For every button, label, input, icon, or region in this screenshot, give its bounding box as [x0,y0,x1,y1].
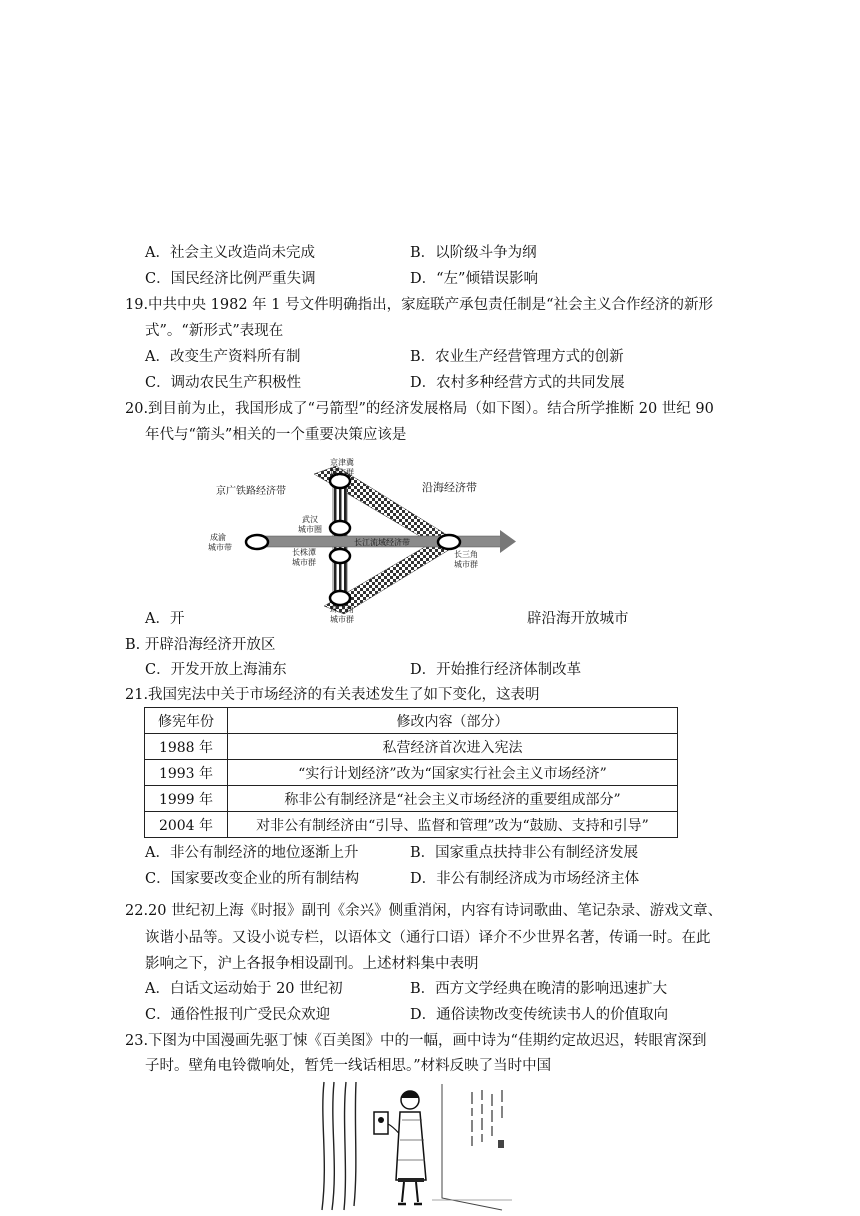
label-yangtze-delta-2: 城市群 [454,560,478,569]
q22-stem-line2: 诙谐小品等。又设小说专栏，以语体文（通行口语）译介不少世界名著，传诵一时。在此 [145,930,711,946]
q21-stem: 21.我国宪法中关于市场经济的有关表述发生了如下变化，这表明 [125,687,540,703]
table-cell-content: 私营经济首次进入宪法 [228,734,678,760]
node-changzhutan [330,549,350,563]
table-cell-year: 1988 年 [145,734,228,760]
q22-option-d: D．通俗读物改变传统读书人的价值取向 [410,1007,669,1023]
q20-option-c: C．开发开放上海浦东 [145,662,287,678]
q22-stem-line3: 影响之下，沪上各报争相设副刊。上述材料集中表明 [145,956,479,972]
telephone-comic-illustration [312,1080,512,1216]
label-chengyu-1: 成渝 [210,533,226,542]
q22-option-b: B．西方文学经典在晚清的影响迅速扩大 [410,981,668,997]
table-cell-content: 对非公有制经济由“引导、监督和管理”改为“鼓励、支持和引导” [228,812,678,838]
table-row [145,734,678,760]
table-row [145,812,678,838]
q20-option-d: D．开始推行经济体制改革 [410,662,582,678]
q19-option-c: C．调动农民生产积极性 [145,375,302,391]
q19-stem-line2: 式”。“新形式”表现在 [145,323,284,339]
label-pearl-delta-1: 珠三角 [330,605,354,614]
table-cell-content: 称非公有制经济是“社会主义市场经济的重要组成部分” [228,786,678,812]
table-header-year: 修宪年份 [145,708,228,734]
q19-option-d: D．农村多种经营方式的共同发展 [410,375,625,391]
label-yangtze-delta-1: 长三角 [454,550,478,559]
q23-stem-line2: 子时。壁角电铃微响处，暂凭一线话相思。”材料反映了当时中国 [145,1058,552,1074]
table-cell-year: 1993 年 [145,760,228,786]
node-yangtze-delta [438,535,460,549]
node-chengyu [246,535,268,549]
q18-option-a: A．社会主义改造尚未完成 [145,245,315,261]
label-wuhan-2: 城市圈 [298,525,322,534]
node-pearl-delta [330,591,350,605]
label-jingjinji-1: 京津冀 [330,458,354,467]
table-row [145,786,678,812]
q20-option-a-start: A．开 [145,611,185,627]
table-header-content: 修改内容（部分） [228,708,678,734]
bow-arrow-economic-diagram [204,456,524,626]
q21-option-a: A．非公有制经济的地位逐渐上升 [145,845,359,861]
node-wuhan [330,521,350,535]
constitution-amendment-table [144,707,678,838]
q18-option-c: C．国民经济比例严重失调 [145,271,316,287]
table-cell-year: 1999 年 [145,786,228,812]
woman-figure-icon [396,1091,426,1205]
q20-option-b: B. 开辟沿海经济开放区 [125,637,276,653]
q18-option-d: D．“左”倾错误影响 [410,271,538,287]
q22-option-a: A．白话文运动始于 20 世纪初 [145,981,343,997]
q18-option-b: B．以阶级斗争为纲 [410,245,537,261]
table-cell-year: 2004 年 [145,812,228,838]
q19-option-b: B．农业生产经营管理方式的创新 [410,349,624,365]
label-coastal: 沿海经济带 [422,481,477,494]
label-changzhutan-1: 长株潭 [292,548,316,557]
table-header-row [145,708,678,734]
label-chengyu-2: 城市带 [208,543,232,552]
label-pearl-delta-2: 城市群 [330,615,354,624]
q19-option-a: A．改变生产资料所有制 [145,349,301,365]
q21-option-c: C．国家要改变企业的所有制结构 [145,871,360,887]
label-wuhan-1: 武汉 [302,515,318,524]
table-row [145,760,678,786]
q20-stem-line1: 20.到目前为止，我国形成了“弓箭型”的经济发展格局（如下图）。结合所学推断 20 世纪 90 [125,401,714,417]
q20-option-a-end: 辟沿海开放城市 [527,611,629,627]
q22-option-c: C．通俗性报刊广受民众欢迎 [145,1007,331,1023]
label-changjiang: 长江流域经济带 [354,538,410,547]
q19-stem-line1: 19.中共中央 1982 年 1 号文件明确指出，家庭联产承包责任制是“社会主义合作经济的新形 [125,297,714,313]
label-changzhutan-2: 城市群 [292,558,316,567]
q21-option-b: B．国家重点扶持非公有制经济发展 [410,845,639,861]
label-jingguang: 京广铁路经济带 [216,486,286,497]
q20-stem-line2: 年代与“箭头”相关的一个重要决策应该是 [145,427,407,443]
label-jingjinji-2: 城市群 [330,468,354,477]
q23-stem-line1: 23.下图为中国漫画先驱丁悚《百美图》中的一幅，画中诗为“佳期约定故迟迟，转眼宵深到 [125,1033,707,1049]
q21-option-d: D．非公有制经济成为市场经济主体 [410,871,640,887]
table-cell-content: “实行计划经济”改为“国家实行社会主义市场经济” [228,760,678,786]
q22-stem-line1: 22.20 世纪初上海《时报》副刊《余兴》侧重消闲，内容有诗词歌曲、笔记杂录、游戏文章、 [125,903,723,919]
